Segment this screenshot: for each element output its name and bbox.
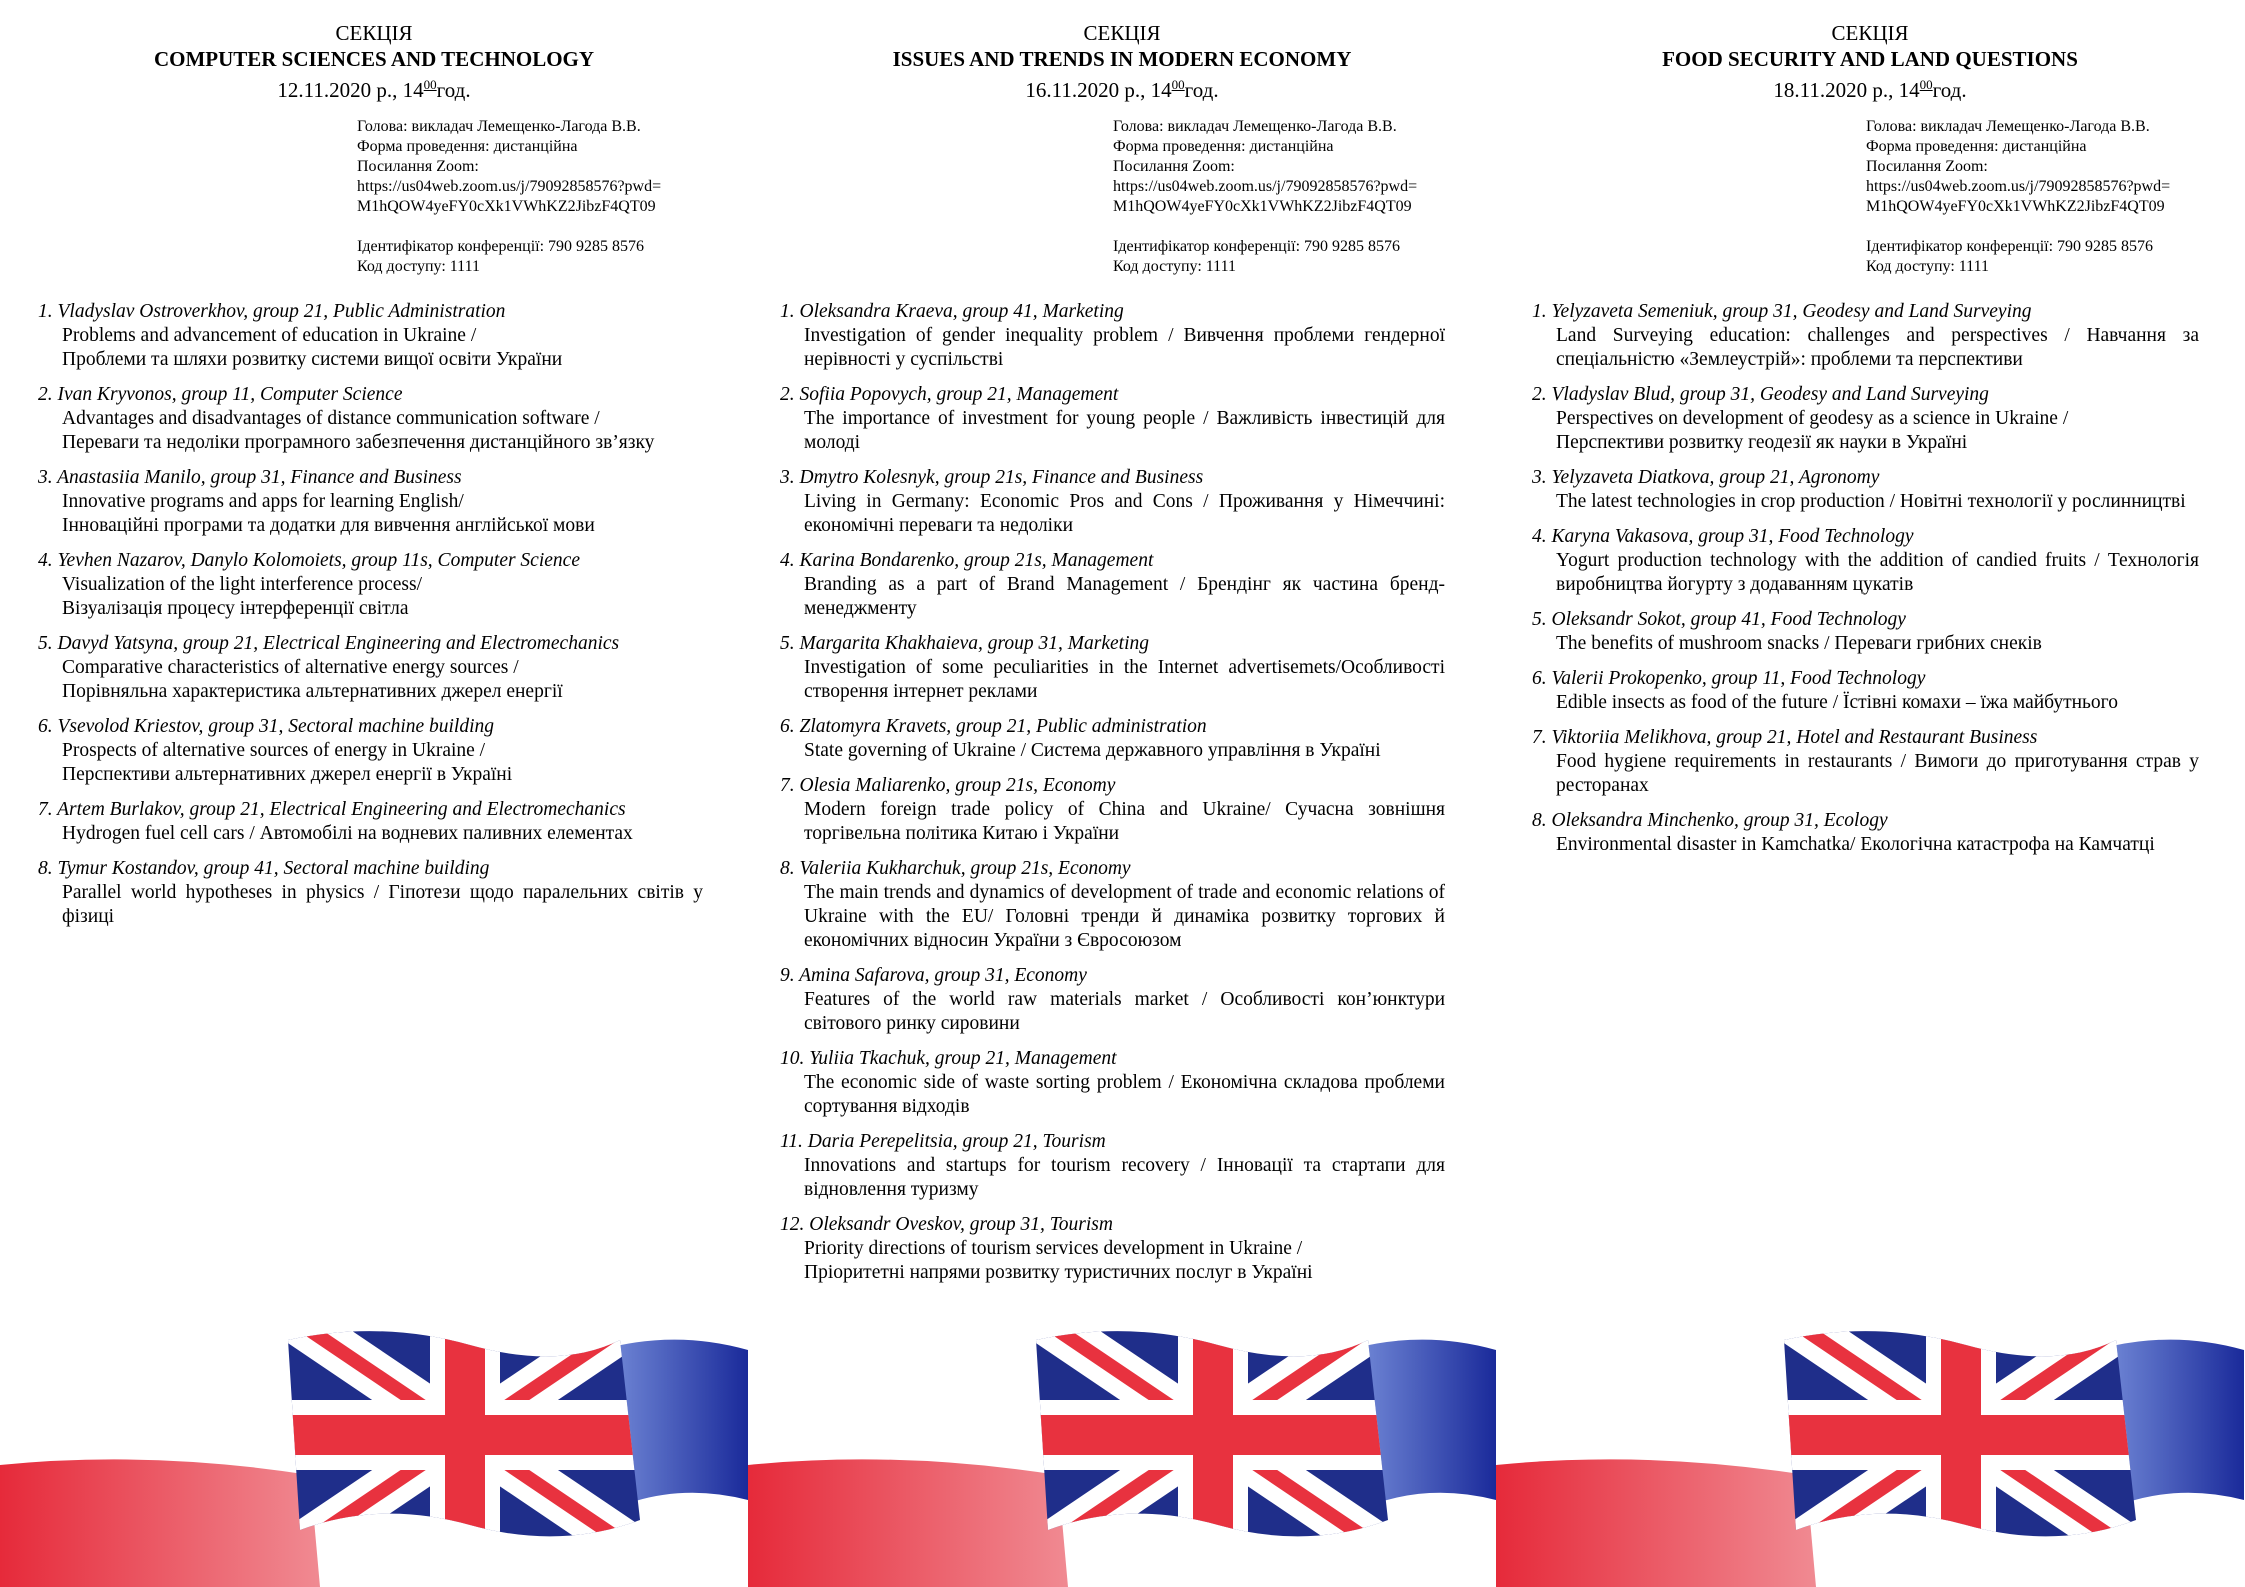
talk-topic: The main trends and dynamics of development of trade and economic relations of Ukraine with the EU/ Головні тренди й динаміка розвитку торгових й економічних відносин України з Євросоюзом [804, 882, 1445, 951]
talk-topic-translation: Переваги та недоліки програмного забезпечення дистанційного зв’язку [62, 432, 655, 453]
format-line: Форма проведення: дистанційна [1866, 138, 2087, 155]
talk-topic: Food hygiene requirements in restaurants / Вимоги до приготування страв у ресторанах [1556, 751, 2199, 796]
list-item [780, 1130, 1445, 1202]
list-item [38, 715, 703, 787]
talk-topic: Innovative programs and apps for learning English/ [62, 491, 464, 512]
talk-topic-translation: Перспективи альтернативних джерел енергії в Україні [62, 764, 513, 785]
list-item [1532, 726, 2199, 798]
talk-topic: The economic side of waste sorting problem / Економічна складова проблеми сортування відходів [804, 1072, 1445, 1117]
speaker-author: 2. Vladyslav Blud, group 31, Geodesy and Land Surveying [1532, 384, 1989, 405]
list-item [1532, 525, 2199, 597]
speaker-author: 1. Yelyzaveta Semeniuk, group 31, Geodesy and Land Surveying [1532, 301, 2032, 322]
union-jack-ribbon-icon [0, 1300, 748, 1587]
talk-topic: Priority directions of tourism services development in Ukraine / [804, 1238, 1303, 1259]
talk-topic: Hydrogen fuel cell cars / Автомобілі на водневих паливних елементах [62, 823, 633, 844]
talk-topic: The importance of investment for young people / Важливість інвестицій для молоді [804, 408, 1445, 453]
section-word: СЕКЦІЯ [1083, 21, 1161, 45]
zoom-link-continued[interactable]: M1hQOW4yeFY0cXk1VWhKZ2JibzF4QT09 [357, 198, 656, 215]
list-item [1532, 466, 2199, 514]
list-item [38, 300, 703, 372]
list-item [780, 383, 1445, 455]
list-item [780, 632, 1445, 704]
section-title: ISSUES AND TRENDS IN MODERN ECONOMY [892, 47, 1352, 71]
talk-topic: Innovations and startups for tourism recovery / Інновації та стартапи для відновлення туризму [804, 1155, 1445, 1200]
talk-topic-translation: Перспективи розвитку геодезії як науки в Україні [1556, 432, 1968, 453]
talk-topic: Visualization of the light interference process/ [62, 574, 422, 595]
talk-topic: Yogurt production technology with the addition of candied fruits / Технологія виробництва йогурту з додаванням цукатів [1556, 550, 2199, 595]
list-item [1532, 809, 2199, 857]
speaker-author: 11. Daria Perepelitsia, group 21, Tourism [780, 1131, 1106, 1152]
talk-topic: The latest technologies in crop production / Новітні технології у рослинництві [1556, 491, 2186, 512]
session-info [357, 117, 717, 277]
speaker-author: 8. Tymur Kostandov, group 41, Sectoral machine building [38, 858, 490, 879]
list-item [38, 549, 703, 621]
list-item [780, 549, 1445, 621]
speaker-author: 8. Oleksandra Minchenko, group 31, Ecology [1532, 810, 1888, 831]
speaker-author: 7. Artem Burlakov, group 21, Electrical Engineering and Electromechanics [38, 799, 626, 820]
speaker-author: 10. Yuliia Tkachuk, group 21, Management [780, 1048, 1117, 1069]
talk-topic: Environmental disaster in Kamchatka/ Екологічна катастрофа на Камчатці [1556, 834, 2155, 855]
talk-topic: Comparative characteristics of alternative energy sources / [62, 657, 519, 678]
talk-topic: Branding as a part of Brand Management / Брендінг як частина бренд-менеджменту [804, 574, 1445, 619]
conference-id: Ідентифікатор конференції: 790 9285 8576 [1113, 238, 1401, 255]
speaker-author: 6. Zlatomyra Kravets, group 21, Public administration [780, 716, 1207, 737]
talk-topic: Perspectives on development of geodesy as a science in Ukraine / [1556, 408, 2069, 429]
speaker-author: 3. Yelyzaveta Diatkova, group 21, Agronomy [1532, 467, 1880, 488]
speaker-author: 6. Vsevolod Kriestov, group 31, Sectoral machine building [38, 716, 495, 737]
list-item [780, 964, 1445, 1036]
list-item [780, 466, 1445, 538]
talk-topic: State governing of Ukraine / Система державного управління в Україні [804, 740, 1381, 761]
speaker-author: 1. Oleksandra Kraeva, group 41, Marketing [780, 301, 1124, 322]
speaker-author: 5. Oleksandr Sokot, group 41, Food Technology [1532, 609, 1906, 630]
conference-id: Ідентифікатор конференції: 790 9285 8576 [1866, 238, 2154, 255]
speaker-author: 8. Valeriia Kukharchuk, group 21s, Economy [780, 858, 1131, 879]
section-word: СЕКЦІЯ [1831, 21, 1909, 45]
list-item [1532, 608, 2199, 656]
speaker-list [780, 300, 1445, 1296]
talk-topic-translation: Візуалізація процесу інтерференції світла [62, 598, 409, 619]
zoom-link[interactable]: https://us04web.zoom.us/j/79092858576?pwd= [357, 178, 662, 195]
union-jack-ribbon-icon [748, 1300, 1496, 1587]
talk-topic: Advantages and disadvantages of distance communication software / [62, 408, 600, 429]
section-page-economy [748, 0, 1496, 1587]
section-title: FOOD SECURITY AND LAND QUESTIONS [1662, 47, 2078, 71]
format-line: Форма проведення: дистанційна [357, 138, 578, 155]
union-jack-ribbon-icon [1496, 1300, 2244, 1587]
speaker-author: 4. Karyna Vakasova, group 31, Food Technology [1532, 526, 1914, 547]
list-item [1532, 300, 2199, 372]
zoom-link[interactable]: https://us04web.zoom.us/j/79092858576?pwd= [1113, 178, 1418, 195]
section-page-food-security [1496, 0, 2244, 1587]
zoom-label: Посилання Zoom: [357, 158, 479, 175]
talk-topic: Prospects of alternative sources of energy in Ukraine / [62, 740, 486, 761]
list-item [38, 383, 703, 455]
speaker-author: 7. Olesia Maliarenko, group 21s, Economy [780, 775, 1116, 796]
talk-topic: Investigation of gender inequality problem / Вивчення проблеми гендерної нерівності у суспільстві [804, 325, 1445, 370]
zoom-link-continued[interactable]: M1hQOW4yeFY0cXk1VWhKZ2JibzF4QT09 [1113, 198, 1412, 215]
speaker-list [1532, 300, 2199, 868]
conference-id: Ідентифікатор конференції: 790 9285 8576 [357, 238, 645, 255]
session-info [1113, 117, 1473, 277]
speaker-author: 7. Viktoriia Melikhova, group 21, Hotel and Restaurant Business [1532, 727, 2038, 748]
list-item [780, 300, 1445, 372]
section-date: 18.11.2020 р., $14^{00}год$. [1773, 77, 1967, 102]
section-title: COMPUTER SCIENCES AND TECHNOLOGY [153, 47, 595, 71]
chair-line: Голова: викладач Лемещенко-Лагода В.В. [1113, 118, 1397, 135]
talk-topic: Land Surveying education: challenges and perspectives / Навчання за спеціальністю «Землеустрій»: проблеми та перспективи [1556, 325, 2199, 370]
talk-topic-translation: Проблеми та шляхи розвитку системи вищої освіти України [62, 349, 563, 370]
speaker-list [38, 300, 703, 940]
speaker-author: 2. Ivan Kryvonos, group 11, Computer Science [38, 384, 403, 405]
speaker-author: 5. Davyd Yatsyna, group 21, Electrical Engineering and Electromechanics [38, 633, 620, 654]
talk-topic: Living in Germany: Economic Pros and Cons / Проживання у Німеччині: економічні переваги та недоліки [804, 491, 1445, 536]
section-date: 16.11.2020 р., $14^{00}год$. [1025, 77, 1219, 102]
zoom-link[interactable]: https://us04web.zoom.us/j/79092858576?pwd= [1866, 178, 2171, 195]
speaker-author: 2. Sofiia Popovych, group 21, Management [780, 384, 1119, 405]
access-code: Код доступу: 1111 [1113, 258, 1236, 275]
session-info [1866, 117, 2226, 277]
list-item [38, 798, 703, 846]
speaker-author: 6. Valerii Prokopenko, group 11, Food Technology [1532, 668, 1926, 689]
list-item [780, 857, 1445, 953]
speaker-author: 5. Margarita Khakhaieva, group 31, Marketing [780, 633, 1150, 654]
speaker-author: 4. Karina Bondarenko, group 21s, Management [780, 550, 1154, 571]
speaker-author: 9. Amina Safarova, group 31, Economy [780, 965, 1087, 986]
list-item [38, 466, 703, 538]
speaker-author: 4. Yevhen Nazarov, Danylo Kolomoiets, group 11s, Computer Science [38, 550, 580, 571]
talk-topic: Features of the world raw materials market / Особливості кон’юнктури світового ринку сировини [804, 989, 1445, 1034]
speaker-author: 12. Oleksandr Oveskov, group 31, Tourism [780, 1214, 1113, 1235]
section-header [748, 20, 1496, 103]
talk-topic: Parallel world hypotheses in physics / Гіпотези щодо паралельних світів у фізиці [62, 882, 703, 927]
section-word: СЕКЦІЯ [335, 21, 413, 45]
speaker-author: 1. Vladyslav Ostroverkhov, group 21, Public Administration [38, 301, 506, 322]
talk-topic-translation: Інноваційні програми та додатки для вивчення англійської мови [62, 515, 595, 536]
talk-topic: Modern foreign trade policy of China and Ukraine/ Сучасна зовнішня торгівельна політика Китаю і України [804, 799, 1445, 844]
section-header [1496, 20, 2244, 103]
talk-topic-translation: Порівняльна характеристика альтернативних джерел енергії [62, 681, 563, 702]
zoom-link-continued[interactable]: M1hQOW4yeFY0cXk1VWhKZ2JibzF4QT09 [1866, 198, 2165, 215]
list-item [780, 774, 1445, 846]
talk-topic: The benefits of mushroom snacks / Переваги грибних снеків [1556, 633, 2042, 654]
list-item [1532, 667, 2199, 715]
section-page-computer-sciences [0, 0, 748, 1587]
section-header [0, 20, 748, 103]
section-date: 12.11.2020 р., $14^{00}год$. [277, 77, 471, 102]
list-item [38, 632, 703, 704]
list-item [780, 1213, 1445, 1285]
speaker-author: 3. Dmytro Kolesnyk, group 21s, Finance and Business [780, 467, 1204, 488]
chair-line: Голова: викладач Лемещенко-Лагода В.В. [357, 118, 641, 135]
talk-topic: Edible insects as food of the future / Їстівні комахи – їжа майбутнього [1556, 692, 2118, 713]
format-line: Форма проведення: дистанційна [1113, 138, 1334, 155]
access-code: Код доступу: 1111 [1866, 258, 1989, 275]
list-item [780, 715, 1445, 763]
talk-topic: Problems and advancement of education in Ukraine / [62, 325, 477, 346]
access-code: Код доступу: 1111 [357, 258, 480, 275]
list-item [1532, 383, 2199, 455]
list-item [780, 1047, 1445, 1119]
zoom-label: Посилання Zoom: [1113, 158, 1235, 175]
talk-topic: Investigation of some peculiarities in the Internet advertisemets/Особливості створення інтернет реклами [804, 657, 1445, 702]
zoom-label: Посилання Zoom: [1866, 158, 1988, 175]
talk-topic-translation: Пріоритетні напрями розвитку туристичних послуг в Україні [804, 1262, 1313, 1283]
list-item [38, 857, 703, 929]
chair-line: Голова: викладач Лемещенко-Лагода В.В. [1866, 118, 2150, 135]
speaker-author: 3. Anastasiia Manilo, group 31, Finance and Business [38, 467, 462, 488]
